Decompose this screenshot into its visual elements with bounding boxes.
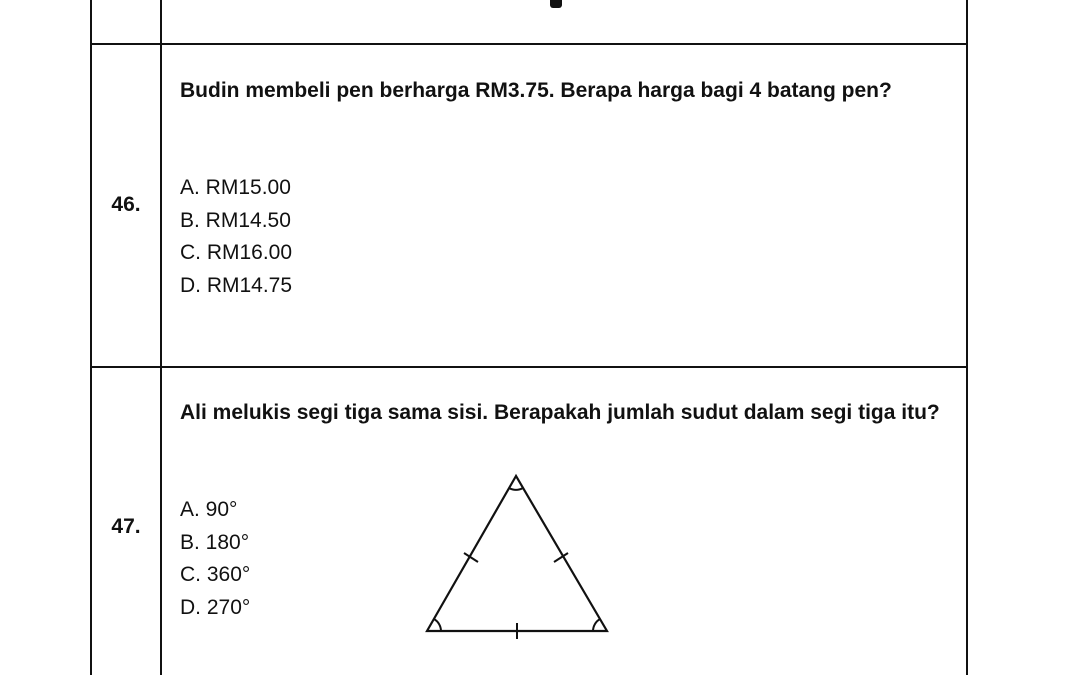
angle-arc-top (509, 488, 523, 490)
row-divider-top (90, 43, 968, 45)
option-b: B. RM14.50 (180, 208, 291, 232)
option-b: B. 180° (180, 530, 250, 554)
answer-options (180, 494, 250, 624)
question-number: 47. (111, 515, 141, 538)
option-c: C. 360° (180, 563, 251, 586)
option-a: A. 90° (180, 498, 238, 521)
angle-arc-bottom-right (593, 619, 600, 631)
answer-options (180, 172, 292, 302)
option-a: A. RM15.00 (180, 176, 291, 199)
table-border-left (90, 0, 92, 675)
equilateral-triangle-figure (420, 470, 620, 645)
table-column-divider (160, 0, 162, 675)
row-divider-middle (90, 366, 968, 368)
table-border-right (966, 0, 968, 675)
option-d: D. RM14.75 (180, 273, 293, 297)
question-number: 46. (111, 193, 141, 216)
option-d: D. 270° (180, 595, 251, 619)
question-text: Ali melukis segi tiga sama sisi. Berapakah jumlah sudut dalam segi tiga itu? (180, 401, 940, 424)
angle-arc-bottom-left (434, 619, 441, 631)
cropped-text-fragment (550, 0, 562, 8)
option-c: C. RM16.00 (180, 241, 293, 264)
triangle-outline (427, 476, 607, 631)
question-text: Budin membeli pen berharga RM3.75. Berapa harga bagi 4 batang pen? (180, 79, 892, 102)
